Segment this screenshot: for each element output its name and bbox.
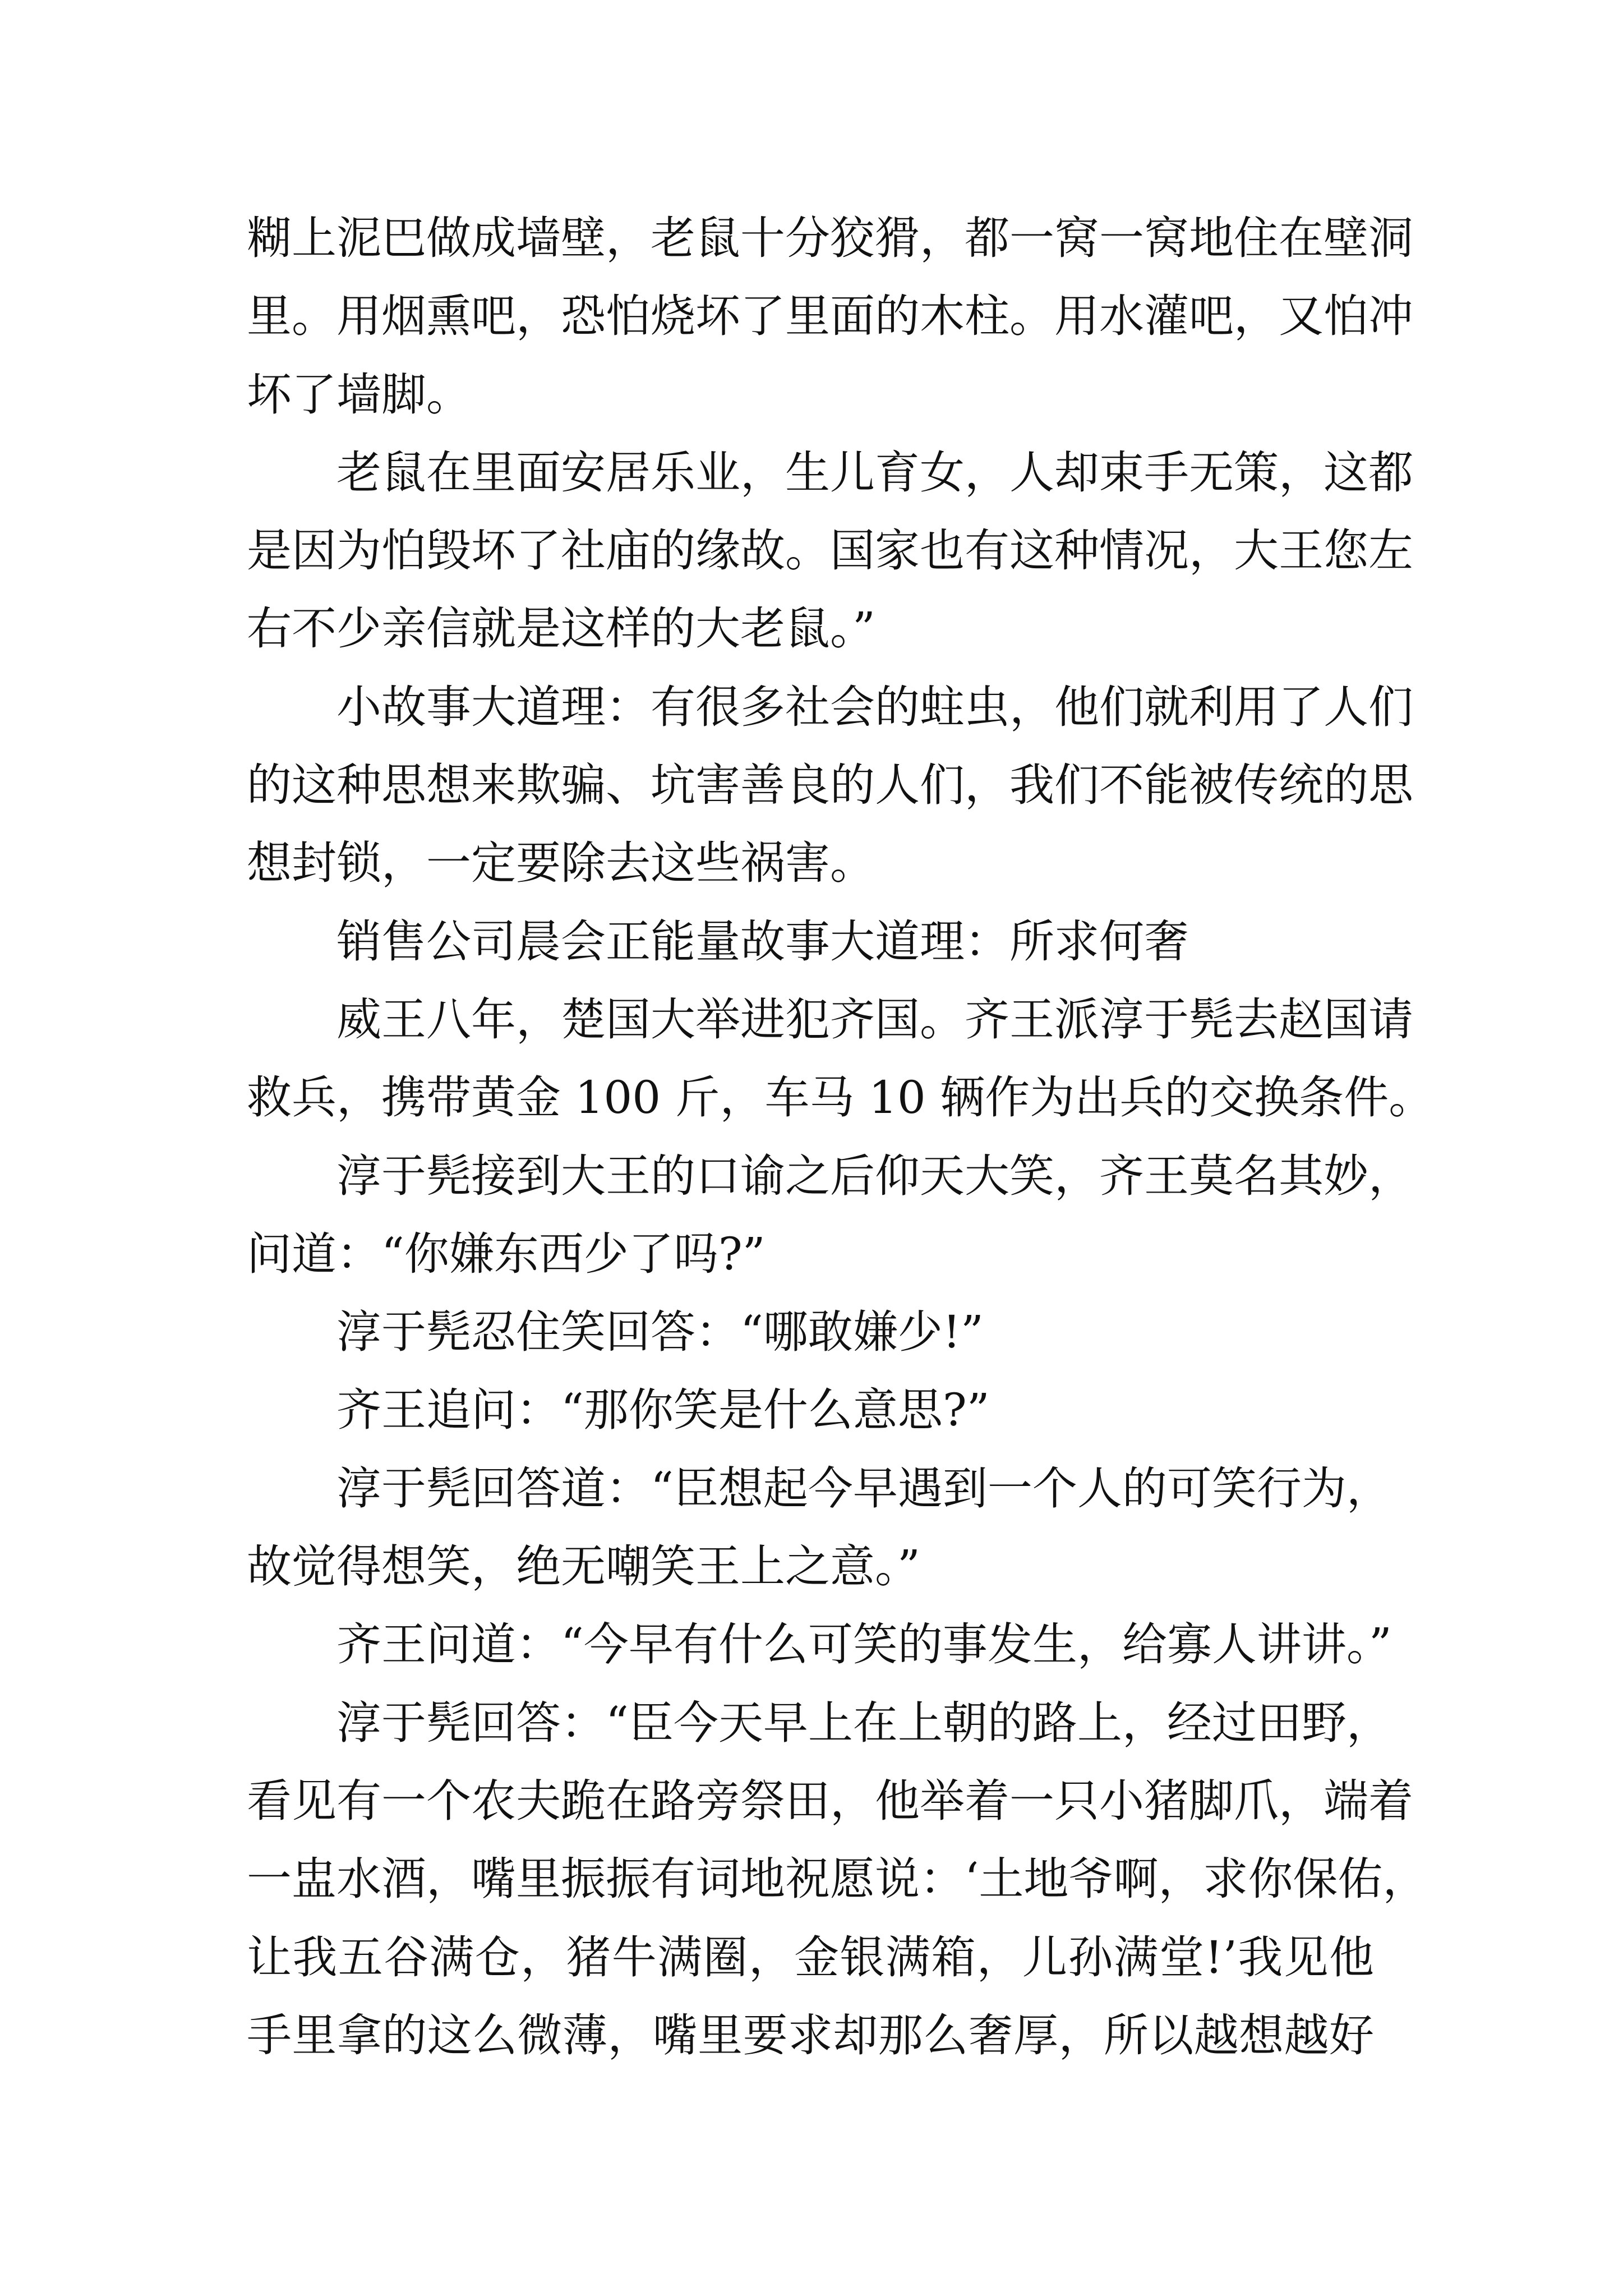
text-line-19: 齐王问道：“今早有什么可笑的事发生，给寡人讲讲。” [336, 1618, 1392, 1671]
text-line-20: 淳于髡回答：“臣今天早上在上朝的路上，经过田野， [336, 1696, 1391, 1749]
text-line-16: 齐王追问：“那你笑是什么意思?” [336, 1384, 990, 1437]
document-body [247, 199, 1434, 2074]
text-line-18: 故觉得想笑，绝无嘲笑王上之意。” [247, 1540, 920, 1593]
text-line-11: 威王八年，楚国大举进犯齐国。齐王派淳于髡去赵国请 [336, 993, 1413, 1046]
text-line-3: 坏了墙脚。 [247, 368, 471, 421]
text-line-7: 小故事大道理：有很多社会的蛀虫，他们就利用了人们 [336, 680, 1413, 733]
text-line-4: 老鼠在里面安居乐业，生儿育女，人却束手无策，这都 [336, 446, 1413, 499]
text-line-22: 一盅水酒，嘴里振振有词地祝愿说：‘土地爷啊，求你保佑， [247, 1853, 1428, 1906]
text-line-6: 右不少亲信就是这样的大老鼠。” [247, 602, 875, 655]
text-line-12: 救兵，携带黄金 100 斤，车马 10 辆作为出兵的交换条件。 [247, 1071, 1434, 1124]
text-line-9: 想封锁，一定要除去这些祸害。 [247, 837, 875, 890]
text-line-2: 里。用烟熏吧，恐怕烧坏了里面的木柱。用水灌吧，又怕冲 [247, 290, 1413, 343]
text-line-14: 问道：“你嫌东西少了吗?” [247, 1227, 766, 1280]
text-line-21: 看见有一个农夫跪在路旁祭田，他举着一只小猪脚爪，端着 [247, 1774, 1413, 1827]
text-line-5: 是因为怕毁坏了社庙的缘故。国家也有这种情况，大王您左 [247, 524, 1413, 577]
text-line-17: 淳于髡回答道：“臣想起今早遇到一个人的可笑行为， [336, 1462, 1391, 1515]
section-heading: 销售公司晨会正能量故事大道理：所求何奢 [336, 915, 1189, 968]
text-line-23: 让我五谷满仓，猪牛满圈，金银满箱，儿孙满堂!’我见他 [247, 1931, 1374, 1984]
text-line-24: 手里拿的这么微薄，嘴里要求却那么奢厚，所以越想越好 [247, 2009, 1374, 2062]
text-line-8: 的这种思想来欺骗、坑害善良的人们，我们不能被传统的思 [247, 759, 1413, 812]
text-line-13: 淳于髡接到大王的口谕之后仰天大笑，齐王莫名其妙， [336, 1149, 1413, 1202]
text-line-15: 淳于髡忍住笑回答：“哪敢嫌少!” [336, 1306, 984, 1359]
text-line-1: 糊上泥巴做成墙壁，老鼠十分狡猾，都一窝一窝地住在壁洞 [247, 212, 1413, 264]
